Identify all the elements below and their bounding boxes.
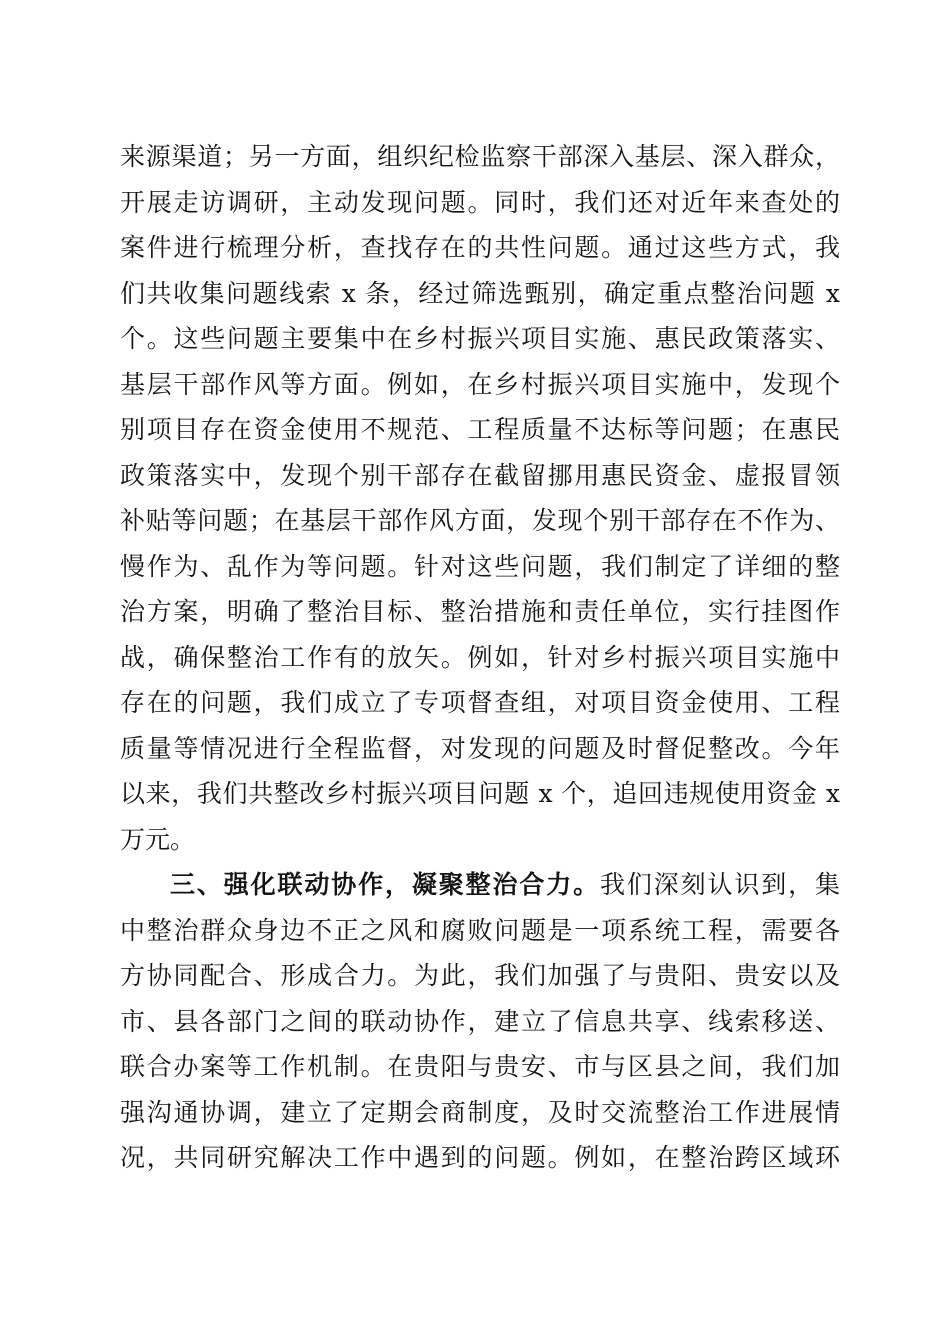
text-line: 质量等情况进行全程监督，对发现的问题及时督促整改。今年 xyxy=(120,733,840,763)
text-line: 案件进行梳理分析，查找存在的共性问题。通过这些方式，我 xyxy=(120,233,840,262)
text-line: 基层干部作风等方面。例如，在乡村振兴项目实施中，发现个 xyxy=(120,369,840,399)
text-line: 况，共同研究解决工作中遇到的问题。例如，在整治跨区域环 xyxy=(120,1143,840,1172)
paragraph-1 xyxy=(120,134,840,862)
section-3-first-line-text: 我们深刻认识到，集 xyxy=(599,870,840,899)
text-line: 强沟通协调，建立了定期会商制度，及时交流整治工作进展情 xyxy=(120,1097,840,1127)
text-line: 来源渠道；另一方面，组织纪检监察干部深入基层、深入群众， xyxy=(120,142,840,171)
text-line: 慢作为、乱作为等问题。针对这些问题，我们制定了详细的整 xyxy=(120,551,840,581)
text-line: 们共收集问题线索 x 条，经过筛选甄别，确定重点整治问题 x xyxy=(120,278,840,308)
text-line: 万元。 xyxy=(120,824,196,854)
text-line: 战，确保整治工作有的放矢。例如，针对乡村振兴项目实施中 xyxy=(120,642,840,672)
text-line: 中整治群众身边不正之风和腐败问题是一项系统工程，需要各 xyxy=(120,915,840,945)
section-3-paragraph xyxy=(120,862,840,1181)
text-line: 方协同配合、形成合力。为此，我们加强了与贵阳、贵安以及 xyxy=(120,961,840,990)
section-heading: 三、强化联动协作，凝聚整治合力。 xyxy=(170,870,600,899)
text-line: 补贴等问题；在基层干部作风方面，发现个别干部存在不作为、 xyxy=(120,506,840,535)
body-text xyxy=(120,134,840,1181)
section-3-first-line xyxy=(120,862,840,908)
text-line: 开展走访调研，主动发现问题。同时，我们还对近年来查处的 xyxy=(120,187,840,217)
text-line: 治方案，明确了整治目标、整治措施和责任单位，实行挂图作 xyxy=(120,597,840,626)
text-line: 以来，我们共整改乡村振兴项目问题 x 个，追回违规使用资金 x xyxy=(120,779,840,808)
text-line: 个。这些问题主要集中在乡村振兴项目实施、惠民政策落实、 xyxy=(120,324,840,353)
text-line: 别项目存在资金使用不规范、工程质量不达标等问题；在惠民 xyxy=(120,415,840,444)
text-line: 市、县各部门之间的联动协作，建立了信息共享、线索移送、 xyxy=(120,1006,840,1036)
text-line: 存在的问题，我们成立了专项督查组，对项目资金使用、工程 xyxy=(120,688,840,717)
text-line: 联合办案等工作机制。在贵阳与贵安、市与区县之间，我们加 xyxy=(120,1052,840,1081)
text-line: 政策落实中，发现个别干部存在截留挪用惠民资金、虚报冒领 xyxy=(120,460,840,490)
